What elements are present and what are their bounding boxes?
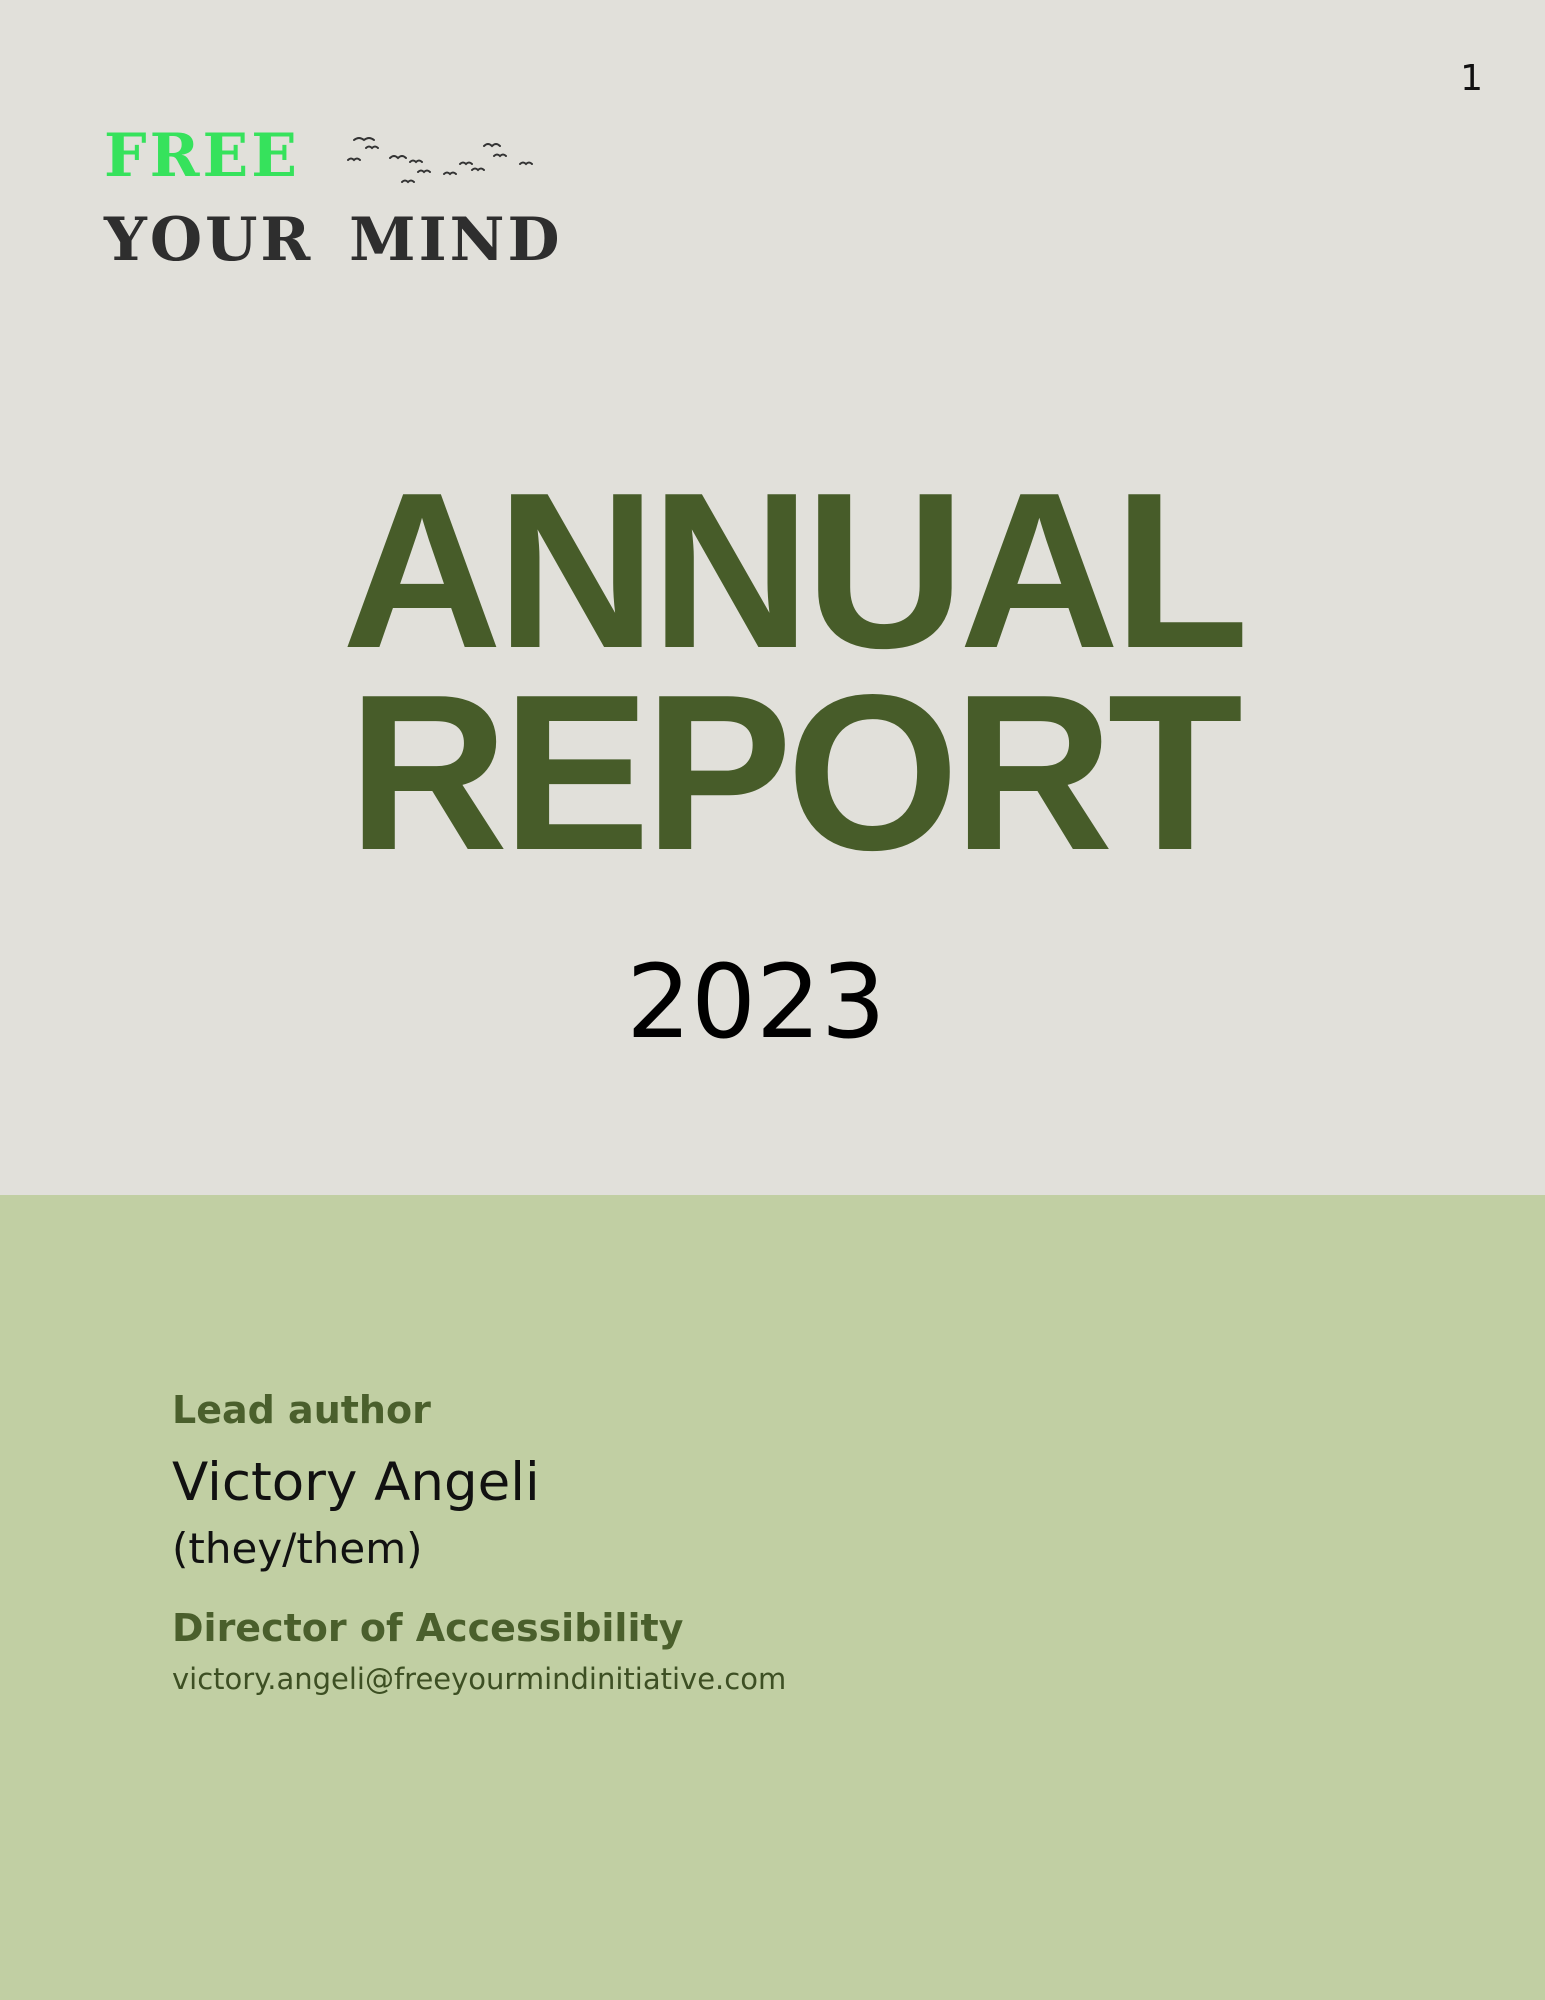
logo [104, 120, 584, 280]
title-line-annual: ANNUAL [341, 447, 1244, 695]
report-title [0, 447, 1545, 897]
report-year: 2023 [626, 943, 886, 1062]
author-name: Victory Angeli [172, 1452, 540, 1513]
author-pronouns: (they/them) [172, 1524, 423, 1573]
title-line-report: REPORT [347, 649, 1238, 897]
page-number: 1 [1460, 58, 1483, 99]
author-role: Director of Accessibility [172, 1606, 684, 1650]
birds-icon [344, 128, 564, 198]
author-block [172, 1378, 786, 1702]
lead-author-label: Lead author [172, 1388, 431, 1432]
logo-line-free: FREE [104, 121, 300, 191]
author-email: victory.angeli@freeyourmindinitiative.com [172, 1662, 787, 1696]
logo-line-your-mind: YOUR MIND [104, 205, 563, 275]
